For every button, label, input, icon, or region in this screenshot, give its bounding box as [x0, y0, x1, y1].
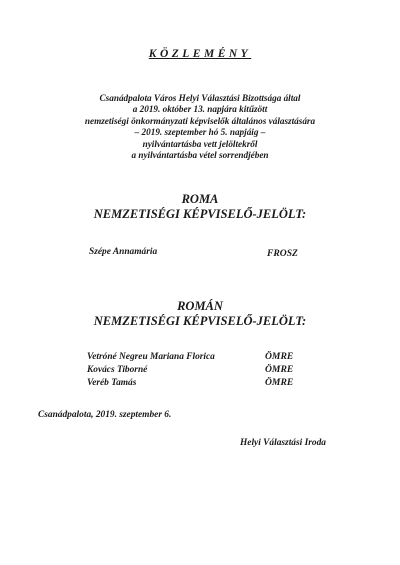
candidate-name: Kovács Tiborné [87, 365, 148, 375]
section-heading-line: NEMZETISÉGI KÉPVISELŐ-JELÖLT: [93, 313, 307, 328]
intro-paragraph [0, 93, 400, 161]
document-title: KÖZLEMÉNY [148, 48, 252, 60]
intro-line: nemzetiségi önkormányzati képviselők általános választására [84, 115, 316, 126]
candidate-name: Szépe Annamária [89, 247, 158, 257]
candidate-name: Vetróné Negreu Mariana Florica [87, 352, 215, 362]
section-heading-line: ROMÁN [177, 299, 223, 313]
section-heading-line: ROMA [181, 192, 219, 206]
intro-line: a 2019. október 13. napjára kitűzött [132, 104, 268, 115]
section-heading-roma [0, 192, 400, 221]
candidate-organization: ÖMRE [265, 377, 294, 388]
intro-line: nyilvántartásba vett jelöltekről [142, 138, 258, 149]
candidate-organization: FROSZ [267, 248, 298, 259]
candidate-organization: ÖMRE [265, 351, 294, 362]
intro-line: a nyilvántartásba vétel sorrendjében [131, 150, 269, 161]
section-heading-roman [0, 299, 400, 328]
candidate-organization: ÖMRE [265, 364, 294, 375]
candidate-name: Veréb Tamás [87, 378, 137, 388]
section-heading-line: NEMZETISÉGI KÉPVISELŐ-JELÖLT: [93, 206, 307, 221]
place-and-date: Csanádpalota, 2019. szeptember 6. [38, 410, 172, 420]
signature-office: Helyi Választási Iroda [240, 438, 326, 448]
intro-line: – 2019. szeptember hó 5. napjáig – [134, 127, 266, 138]
intro-line: Csanádpalota Város Helyi Választási Bizottsága által [99, 93, 301, 103]
